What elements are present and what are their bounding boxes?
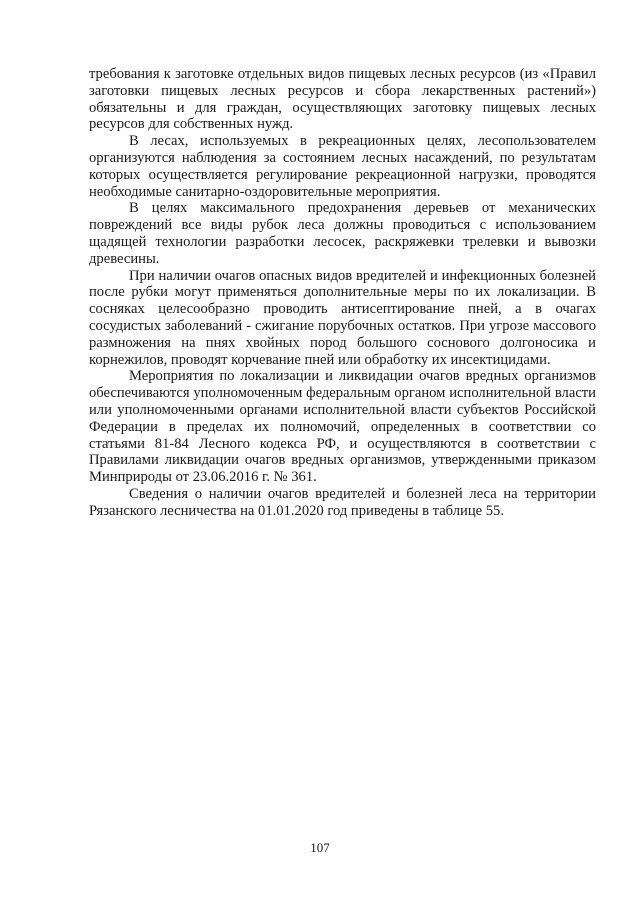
- paragraph-localization: Мероприятия по локализации и ликвидации очагов вредных организмов обеспечиваются уполномоченным федеральным органом исполнительной власти или уполномоченными органами исполнительной власти субъектов Российской Федерации в пределах их полномочий, определенных в соответствии со статьями 81-84 Лесного кодекса РФ, и осуществляются в соответствии с Правилами ликвидации очагов вредных организмов, утвержденными приказом Минприроды от 23.06.2016 г. № 361.: [89, 368, 596, 486]
- paragraph-recreation: В лесах, используемых в рекреационных целях, лесопользователем организуются наблюдения за состоянием лесных насаждений, по результатам которых осуществляется регулирование рекреационной нагрузки, проводятся необходимые санитарно-оздоровительные мероприятия.: [89, 133, 596, 200]
- body-text: [89, 66, 596, 520]
- paragraph-pest-measures: При наличии очагов опасных видов вредителей и инфекционных болезней после рубки могут применяться дополнительные меры по их локализации. В сосняках целесообразно проводить антисептирование пней, а в очагах сосудистых заболеваний - сжигание порубочных остатков. При угрозе массового размножения на пнях хвойных пород большого соснового долгоносика и корнежилов, проводят корчевание пней или обработку их инсектицидами.: [89, 267, 596, 368]
- paragraph-tree-protection: В целях максимального предохранения деревьев от механических повреждений все виды рубок леса должны проводиться с использованием щадящей технологии разработки лесосек, раскряжевки трелевки и вывозки древесины.: [89, 200, 596, 267]
- paragraph-table-reference: Сведения о наличии очагов вредителей и болезней леса на территории Рязанского лесничества на 01.01.2020 год приведены в таблице 55.: [89, 485, 596, 519]
- paragraph-continuation: требования к заготовке отдельных видов пищевых лесных ресурсов (из «Правил заготовки пищевых лесных ресурсов и сбора лекарственных растений») обязательны и для граждан, осуществляющих заготовку пищевых лесных ресурсов для собственных нужд.: [89, 66, 596, 133]
- page-number: 107: [310, 840, 330, 855]
